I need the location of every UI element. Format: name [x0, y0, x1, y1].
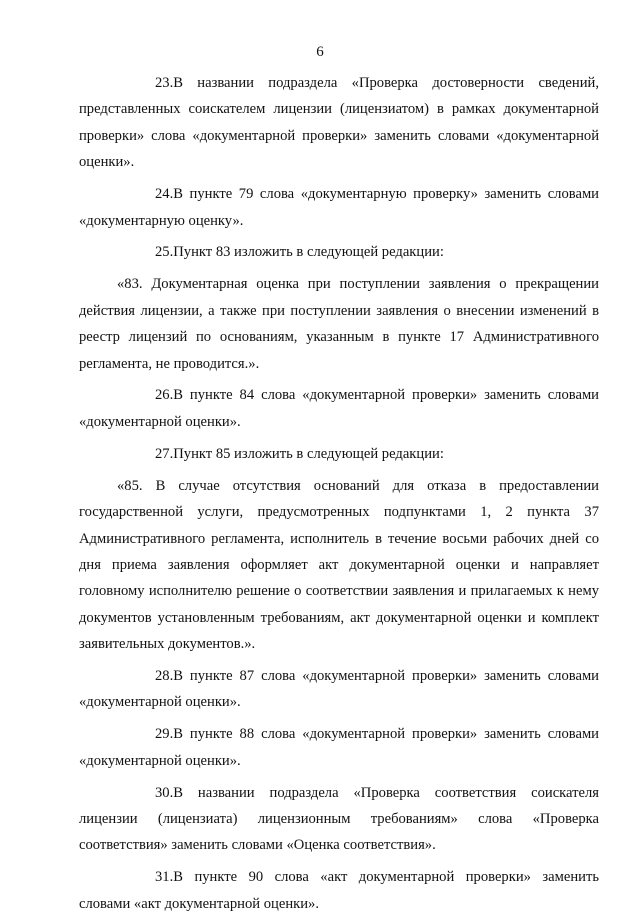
- paragraph-25: [79, 239, 599, 265]
- paragraph-text: В названии подраздела «Проверка соответствия соискателя лицензии (лицензиата) лицензионным требованиям» слова «Проверка соответствия» заменить словами «Оценка соответствия».: [79, 784, 599, 854]
- paragraph-text: В пункте 84 слова «документарной проверки» заменить словами «документарной оценки».: [79, 387, 599, 430]
- paragraph-number: 28.: [155, 668, 174, 685]
- paragraph-number: 29.: [155, 726, 174, 743]
- paragraph-text: Пункт 85 изложить в следующей редакции:: [173, 445, 444, 462]
- paragraph-text: «83. Документарная оценка при поступлении заявления о прекращении действия лицензии, а также при поступлении заявления о внесении изменений в реестр лицензий по основаниям, указанным в пункте 17 Административного регламента, не проводится.».: [79, 276, 599, 372]
- paragraph-text: В пункте 87 слова «документарной проверки» заменить словами «документарной оценки».: [79, 668, 599, 711]
- paragraph-23: [79, 70, 599, 176]
- paragraph-number: 24.: [155, 186, 174, 203]
- paragraph-text: Пункт 83 изложить в следующей редакции:: [173, 244, 444, 261]
- paragraph-text: В пункте 90 слова «акт документарной проверки» заменить словами «акт документарной оценки».: [79, 869, 599, 912]
- paragraph-text: «85. В случае отсутствия оснований для отказа в предоставлении государственной услуги, предусмотренных подпунктами 1, 2 пункта 37 Административного регламента, исполнитель в течение восьми рабочих дней со дня приема заявления оформляет акт документарной оценки и направляет головному исполнителю решение о соответствии заявления и прилагаемых к нему документов установленным требованиям, акт документарной оценки и комплект заявительных документов.».: [79, 477, 599, 653]
- paragraph-number: 23.: [155, 75, 174, 91]
- paragraph-number: 25.: [155, 244, 174, 261]
- paragraph-30: [79, 780, 599, 859]
- document-body: [79, 70, 599, 923]
- page-number: 6: [316, 44, 324, 60]
- paragraph-text: В названии подраздела «Проверка достоверности сведений, представленных соискателем лицензии (лицензиатом) в рамках документарной проверки» слова «документарной проверки» заменить словами «документарной оценки».: [79, 75, 599, 171]
- paragraph-number: 27.: [155, 445, 174, 462]
- paragraph-24: [79, 181, 599, 234]
- quoted-paragraph-85: [79, 473, 599, 658]
- paragraph-text: В пункте 79 слова «документарную проверку» заменить словами «документарную оценку».: [79, 186, 599, 229]
- quoted-paragraph-83: [79, 271, 599, 377]
- paragraph-26: [79, 382, 599, 435]
- paragraph-number: 26.: [155, 387, 174, 404]
- paragraph-number: 30.: [155, 784, 174, 801]
- paragraph-27: [79, 441, 599, 467]
- paragraph-31: [79, 864, 599, 917]
- paragraph-29: [79, 721, 599, 774]
- paragraph-number: 31.: [155, 869, 174, 886]
- paragraph-text: В пункте 88 слова «документарной проверки» заменить словами «документарной оценки».: [79, 726, 599, 769]
- paragraph-28: [79, 663, 599, 716]
